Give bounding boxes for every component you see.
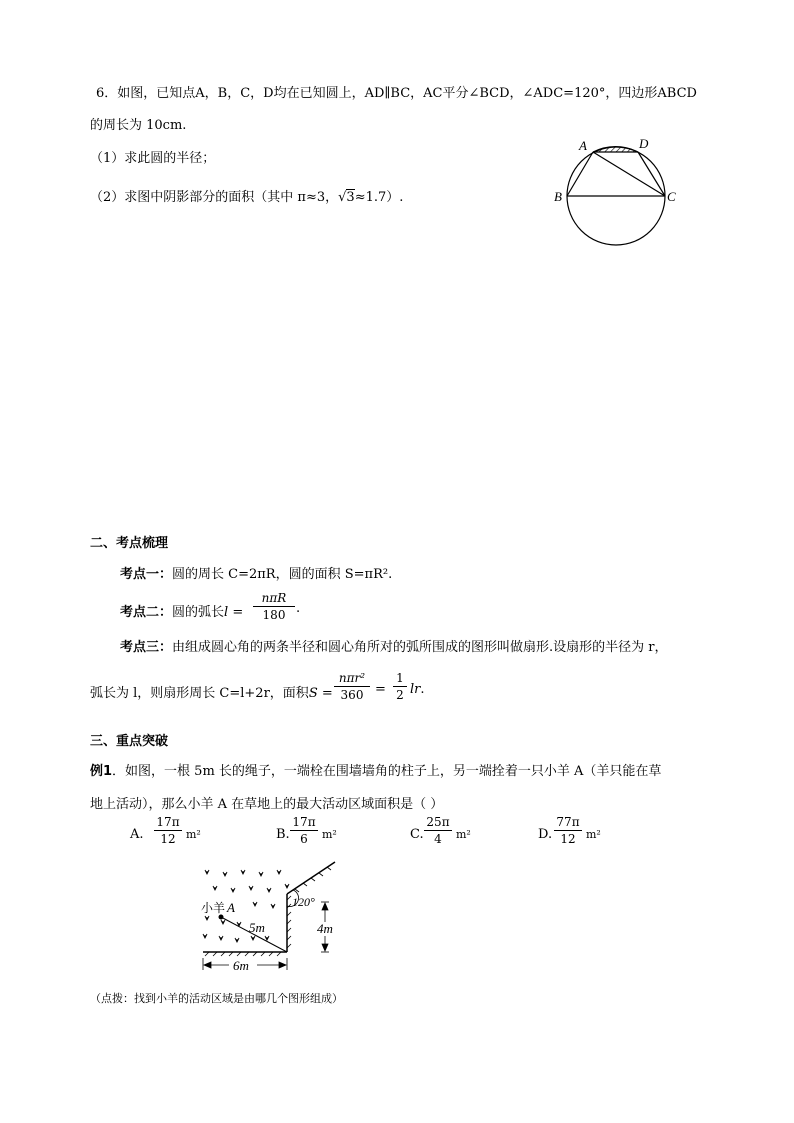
label-sheep-A: A bbox=[227, 900, 235, 915]
section3-heading: 三、重点突破 bbox=[90, 734, 169, 749]
k3-den2: 2 bbox=[396, 688, 404, 702]
k3-fraction2 bbox=[393, 670, 407, 703]
k3-line2-text: 弧长为 l，则扇形周长 C=l+2r，面积 bbox=[90, 686, 309, 701]
k2-fraction bbox=[253, 590, 295, 623]
example1-line1 bbox=[90, 760, 661, 779]
k2-text: 圆的弧长 bbox=[172, 605, 225, 620]
k1-label: 考点一： bbox=[120, 567, 173, 582]
sheep-figure bbox=[195, 860, 355, 978]
label-D: D bbox=[639, 136, 649, 151]
example1-line2: 地上活动），那么小羊 A 在草地上的最大活动区域面积是（ ） bbox=[90, 797, 444, 812]
option-letter: B. bbox=[276, 827, 290, 842]
example1-text: ．如图，一根 5m 长的绳子，一端栓在围墙墙角的柱子上，另一端拴着一只小羊 A（羊只能在草 bbox=[112, 764, 662, 779]
label-A: A bbox=[579, 138, 587, 153]
option-den: 4 bbox=[434, 832, 442, 846]
option-letter: D. bbox=[538, 827, 553, 842]
label-C: C bbox=[667, 189, 676, 204]
k3-text: 由组成圆心角的两条半径和圆心角所对的弧所围成的图形叫做扇形.设扇形的半径为 r， bbox=[172, 640, 668, 655]
option-fraction bbox=[554, 814, 582, 847]
k2-l: l = bbox=[224, 605, 244, 620]
label-rope: 5m bbox=[249, 920, 265, 935]
k3-S: S = bbox=[308, 686, 333, 701]
k2-label: 考点二： bbox=[120, 605, 173, 620]
k3-num1: nπr² bbox=[334, 670, 370, 687]
k1-text: 圆的周长 C=2πR，圆的面积 S=πR². bbox=[172, 567, 393, 582]
q6-part2 bbox=[90, 186, 403, 205]
option-unit: m² bbox=[586, 828, 601, 841]
circle-figure bbox=[545, 132, 695, 247]
section2-heading: 二、考点梳理 bbox=[90, 536, 169, 551]
option-den: 12 bbox=[560, 832, 576, 846]
option-fraction bbox=[290, 814, 318, 847]
option-num: 77π bbox=[554, 814, 582, 831]
hint-text: （点拨：找到小羊的活动区域是由哪几个图形组成） bbox=[90, 992, 343, 1005]
k3-label: 考点三： bbox=[120, 640, 173, 655]
label-sheep: 小羊 bbox=[201, 901, 226, 915]
k3-line bbox=[120, 636, 668, 655]
option-letter: A. bbox=[130, 827, 144, 842]
label-height: 4m bbox=[317, 921, 333, 936]
option-unit: m² bbox=[322, 828, 337, 841]
q6-line1: 6．如图，已知点A，B，C，D均在已知圆上，AD∥BC，AC平分∠BCD，∠ADC=120°，四边形ABCD bbox=[96, 86, 697, 101]
k3-end: . bbox=[420, 682, 425, 697]
k3-lr-end bbox=[410, 682, 425, 697]
k1-line bbox=[120, 563, 392, 582]
q6-part1: （1）求此圆的半径； bbox=[90, 151, 216, 166]
option-num: 17π bbox=[290, 814, 318, 831]
slanted-wall-hatch bbox=[295, 867, 331, 892]
label-angle: 120° bbox=[292, 895, 315, 909]
segment-DC bbox=[638, 152, 665, 196]
k3-line2 bbox=[90, 682, 333, 701]
k3-lr: lr bbox=[410, 682, 421, 697]
k3-fraction1 bbox=[334, 670, 370, 703]
label-width: 6m bbox=[233, 958, 249, 973]
q6-part2-post: ≈1.7）. bbox=[354, 190, 404, 205]
segment-AC bbox=[593, 152, 665, 196]
option-den: 12 bbox=[160, 832, 176, 846]
sqrt-symbol-icon: √ bbox=[338, 190, 347, 205]
k3-eq: = bbox=[375, 682, 386, 697]
option-fraction bbox=[424, 814, 452, 847]
q6-line2: 的周长为 10cm. bbox=[90, 118, 187, 133]
k3-den1: 360 bbox=[340, 688, 364, 702]
k2-den: 180 bbox=[262, 608, 286, 622]
example1-label: 例1 bbox=[90, 764, 113, 779]
q6-part2-pre: （2）求图中阴影部分的面积（其中 π≈3， bbox=[90, 190, 339, 205]
k3-num2: 1 bbox=[393, 670, 407, 687]
k2-line bbox=[120, 601, 243, 620]
segment-AB bbox=[567, 152, 593, 196]
option-unit: m² bbox=[186, 828, 201, 841]
q6-part2-sqrt: 3 bbox=[346, 190, 355, 205]
option-letter: C. bbox=[410, 827, 424, 842]
k2-end: . bbox=[296, 601, 301, 616]
option-fraction bbox=[154, 814, 182, 847]
option-num: 17π bbox=[154, 814, 182, 831]
k2-num: nπR bbox=[253, 590, 295, 607]
sheep-point bbox=[219, 915, 224, 920]
option-unit: m² bbox=[456, 828, 471, 841]
option-den: 6 bbox=[300, 832, 308, 846]
label-B: B bbox=[554, 189, 562, 204]
option-num: 25π bbox=[424, 814, 452, 831]
